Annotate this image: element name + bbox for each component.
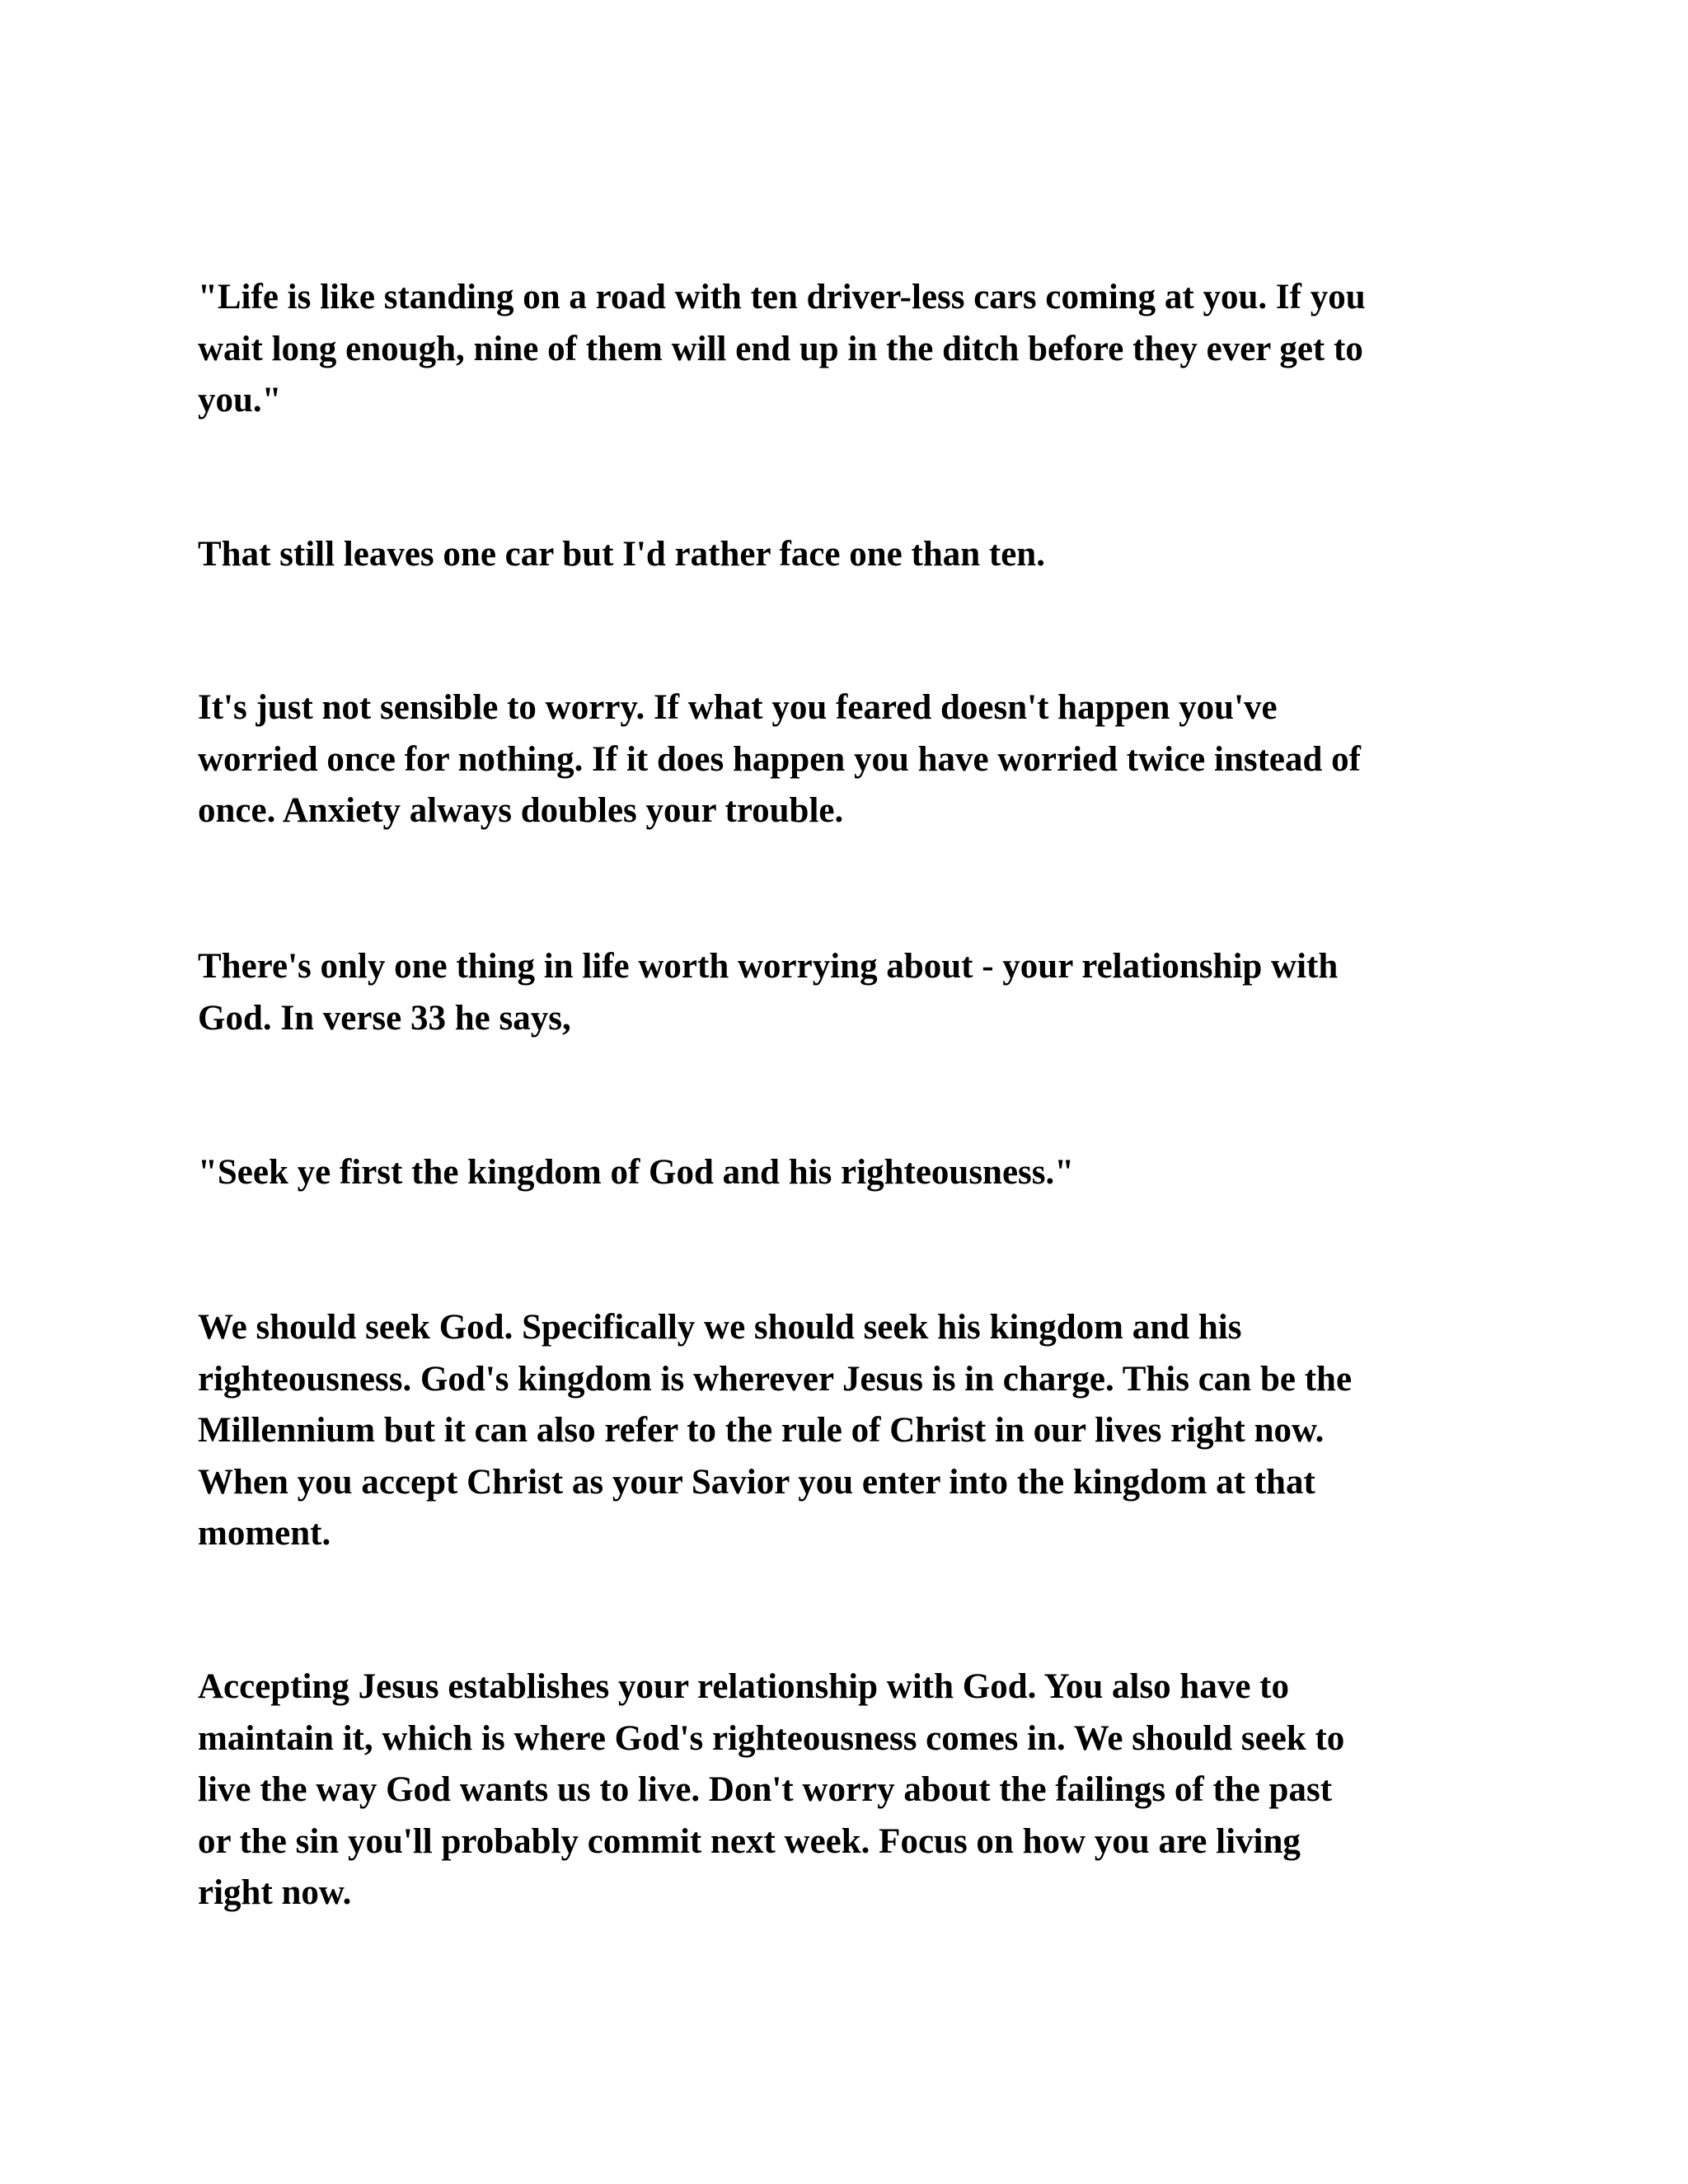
paragraph-driverless-cars-quote: "Life is like standing on a road with ten driver-less cars coming at you. If you wait long enough, nine of them will end up in the ditch before they ever get to you." [198, 278, 1366, 419]
paragraph-relationship-with-god: There's only one thing in life worth worrying about - your relationship with God. In verse 33 he says, [198, 947, 1339, 1038]
paragraph-seek-ye-first-quote: "Seek ye first the kingdom of God and his righteousness." [198, 1153, 1075, 1192]
paragraph-one-car: That still leaves one car but I'd rather face one than ten. [198, 535, 1045, 574]
paragraph-sensible-to-worry: It's just not sensible to worry. If what you feared doesn't happen you've worried once for nothing. If it does happen you have worried twice instead of once. Anxiety always doubles your trouble. [198, 688, 1362, 830]
paragraph-accepting-jesus: Accepting Jesus establishes your relationship with God. You also have to maintain it, which is where God's righteousness comes in. We should seek to live the way God wants us to live. Don't worry about the failings of the past or the sin you'll probably commit next week. Focus on how you are living right now. [198, 1667, 1345, 1912]
paragraph-seek-god: We should seek God. Specifically we should seek his kingdom and his righteousness. God's kingdom is wherever Jesus is in charge. This can be the Millennium but it can also refer to the rule of Christ in our lives right now. When you accept Christ as your Savior you enter into the kingdom at that moment. [198, 1308, 1353, 1553]
